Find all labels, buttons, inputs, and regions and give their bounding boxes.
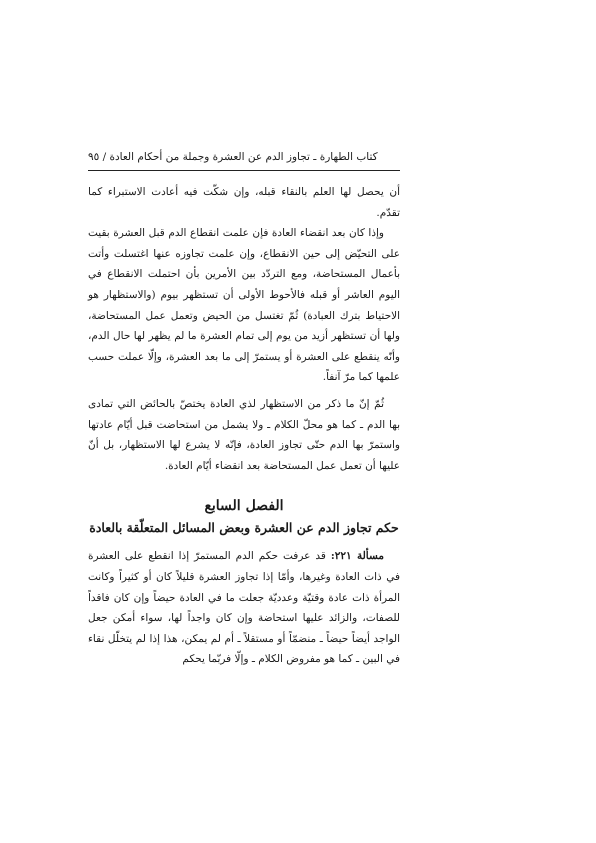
issue-paragraph: [88, 546, 400, 670]
section-title: الفصل السابع: [204, 498, 284, 515]
header-rule: [88, 170, 400, 171]
running-header-title: كتاب الطهارة ـ تجاوز الدم عن العشرة وجملة من أحكام العادة / ٩٥: [88, 151, 378, 163]
page-body: [88, 182, 400, 670]
section-subtitle: حكم تجاوز الدم عن العشرة وبعض المسائل المتعلّقة بالعادة: [89, 520, 399, 536]
issue-label: مسألة ٢٢١:: [330, 550, 384, 563]
paragraph: ثُمّ إنّ ما ذكر من الاستظهار لذي العادة يختصّ بالحائض التي تمادى بها الدم ـ كما هو محلّ الكلام ـ ولا يشمل من استحاضت قبل أيّام عادتها واستمرّ بها الدم حتّى تجاوز العادة، فإنّه لا يشرع لها الاستظهار، بل أنّ عليها أن تعمل عمل المستحاضة بعد انقضاء أيّام العادة.: [88, 397, 400, 472]
issue-text: قد عرفت حكم الدم المستمرّ إذا انقطع على العشرة في ذات العادة وغيرها، وأمّا إذا تجاوز العشرة قليلاً كان أو كثيراً وكانت المرأة ذات عادة وقتيّة وعدديّة جعلت ما في العادة حيضاً وإن كان فاقداً للصفات، والزائد عليها استحاضة وإن كان واجداً لها، سواء أمكن جعل الواجد أيضاً حيضاً ـ منضمّاً أو مستقلاً ـ أم لم يمكن، هذا إذا لم يتخلّل نقاء في البين ـ كما هو مفروض الكلام ـ وإلّا فربّما يحكم: [88, 550, 400, 666]
paragraph: أن يحصل لها العلم بالنقاء قبله، وإن شكّت فيه أعادت الاستبراء كما تقدّم.: [88, 186, 400, 219]
paragraph: وإذا كان بعد انقضاء العادة فإن علمت انقطاع الدم قبل العشرة بقيت على التحيّض إلى حين الانقطاع، وإن علمت تجاوزه عنها اغتسلت وأتت بأعمال المستحاضة، ومع التردّد بين الأمرين بأن احتملت الانقطاع في اليوم العاشر أو قبله فالأحوط الأولى أن تستظهر بيوم (والاستظهار هو الاحتياط بترك العبادة) ثُمّ تغتسل من الحيض وتعمل عمل المستحاضة، ولها أن تستظهر أزيد من يوم إلى تمام العشرة ما لم يظهر لها حال الدم، وأنّه ينقطع على العشرة أو يستمرّ إلى ما بعد العشرة، وإلّا عملت حسب علمها كما مرّ آنفاً.: [88, 227, 400, 384]
page-header: [88, 150, 400, 164]
